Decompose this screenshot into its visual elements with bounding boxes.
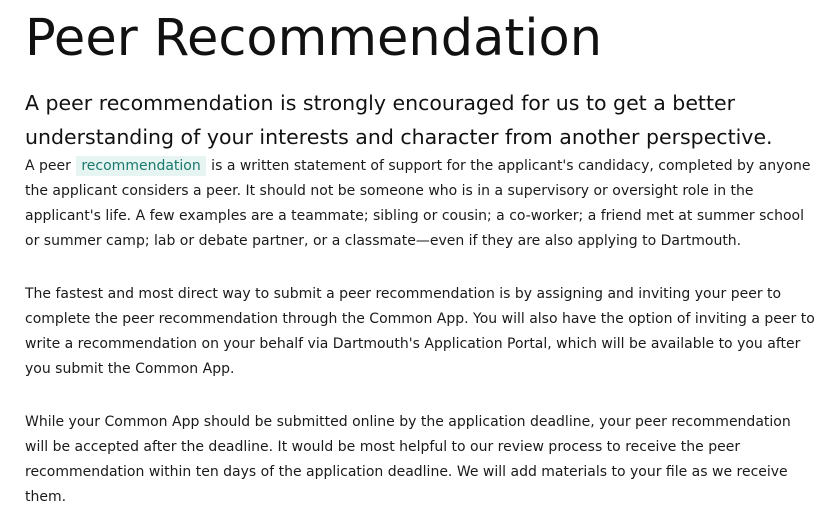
lead-paragraph: A peer recommendation is strongly encouraged for us to get a better understanding of your interests and character from another perspective. [25, 91, 773, 149]
paragraph-text-start: A peer [25, 158, 76, 174]
submission-method-paragraph: The fastest and most direct way to submit a peer recommendation is by assigning and inviting your peer to complete the peer recommendation through the Common App. You will also have the option of inviting a peer to write a recommendation on your behalf via Dartmouth's Application Portal, which will be available to you after you submit the Common App. [25, 286, 815, 377]
page-title: Peer Recommendation [25, 9, 603, 68]
peer-definition-paragraph [25, 154, 815, 254]
deadline-paragraph: While your Common App should be submitted online by the application deadline, your peer recommendation will be accepted after the deadline. It would be most helpful to our review process to receive the peer recommendation within ten days of the application deadline. We will add materials to your file as we receive them. [25, 414, 791, 505]
recommendation-glossary-link[interactable]: recommendation [76, 156, 205, 176]
paragraph-text-rest: is a written statement of support for the applicant's candidacy, completed by anyone the applicant considers a peer. It should not be someone who is in a supervisory or oversight role in the applicant's life. A few examples are a teammate; sibling or cousin; a co-worker; a friend met at summer school or summer camp; lab or debate partner, or a classmate—even if they are also applying to Dartmouth. [25, 158, 811, 249]
